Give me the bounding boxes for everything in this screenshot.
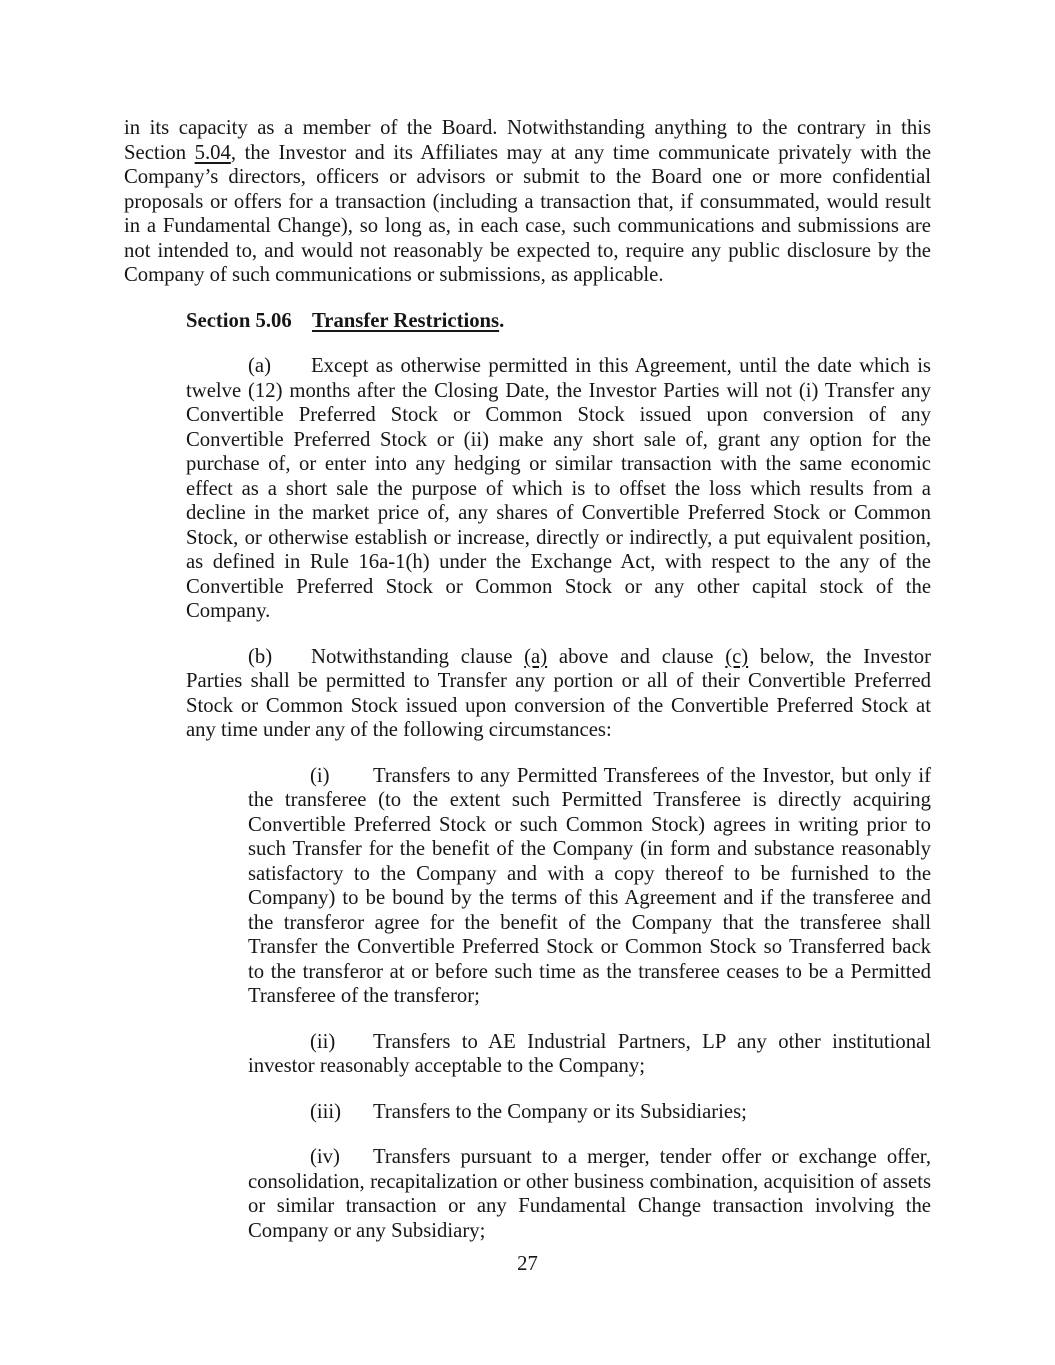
clause-a-text: Except as otherwise permitted in this Agreement, until the date which is twelve (12) months after the Closing Date, the Investor Parties will not (i) Transfer any Convertible Preferred Stock or Common Stock issued upon conversion of any Convertible Preferred Stock or (ii) make any short sale of, grant any option for the purchase of, or enter into any hedging or similar transaction with the same economic effect as a short sale the purpose of which is to offset the loss which results from a decline in the market price of, any shares of Convertible Preferred Stock or Common Stock, or otherwise establish or increase, directly or indirectly, a put equivalent position, as defined in Rule 16a-1(h) under the Exchange Act, with respect to the any of the Convertible Preferred Stock or Common Stock or any other capital stock of the Company.	[186, 355, 931, 622]
subclause-iii-enum: (iii)	[310, 1100, 342, 1123]
clause-a-enum: (a)	[248, 355, 271, 377]
intro-paragraph-text-pre: in its capacity as a member of the Board. Notwithstanding anything to the contrary in this Section	[124, 117, 931, 164]
subclause-i-enum: (i)	[310, 764, 330, 787]
clause-b-text-pre: Notwithstanding clause	[311, 645, 525, 668]
subclause-iii	[248, 1100, 931, 1125]
subclause-i	[248, 764, 931, 1009]
subclause-iv	[248, 1145, 931, 1243]
subclause-i-text: Transfers to any Permitted Transferees of the Investor, but only if the transferee (to the extent such Permitted Transferee is directly acquiring Convertible Preferred Stock or such Common Stock) agrees in writing prior to such Transfer for the benefit of the Company (in form and substance reasonably satisfactory to the Company and with a copy thereof to be furnished to the Company) to be bound by the terms of this Agreement and if the transferee and the transferor agree for the benefit of the Company that the transferee shall Transfer the Convertible Preferred Stock or Common Stock so Transferred back to the transferor at or before such time as the transferee ceases to be a Permitted Transferee of the transferor;	[248, 764, 931, 1007]
clause-b-text-mid: above and clause	[547, 645, 726, 668]
section-title: Transfer Restrictions	[312, 309, 500, 332]
section-ref-5-04: 5.04	[194, 141, 231, 164]
clause-b	[186, 645, 931, 743]
clause-b-enum: (b)	[248, 645, 273, 668]
section-heading	[186, 309, 931, 334]
subclause-ii-enum: (ii)	[310, 1030, 336, 1053]
document-body	[124, 116, 931, 1264]
clause-b-text-post: below, the Investor Parties shall be permitted to Transfer any portion or all of their Convertible Preferred Stock or Common Stock issued upon conversion of the Convertible Preferred Stock at any time under any of the following circumstances:	[186, 645, 931, 741]
clause-a	[186, 354, 931, 624]
subclause-iii-text: Transfers to the Company or its Subsidiaries;	[373, 1100, 747, 1123]
intro-paragraph	[124, 116, 931, 288]
clause-ref-c: (c)	[725, 645, 749, 668]
section-number: Section 5.06	[186, 309, 292, 332]
clause-ref-a: (a)	[524, 645, 548, 668]
subclause-ii-text: Transfers to AE Industrial Partners, LP any other institutional investor reasonably acceptable to the Company;	[248, 1030, 931, 1077]
subclause-iv-enum: (iv)	[310, 1146, 340, 1168]
page-number: 27	[517, 1253, 538, 1275]
subclause-iv-text: Transfers pursuant to a merger, tender offer or exchange offer, consolidation, recapitalization or other business combination, acquisition of assets or similar transaction or any Fundamental Change transaction involving the Company or any Subsidiary;	[248, 1146, 931, 1242]
subclause-ii	[248, 1030, 931, 1079]
section-heading-period: .	[499, 309, 505, 332]
intro-paragraph-text-post: , the Investor and its Affiliates may at any time communicate privately with the Company’s directors, officers or advisors or submit to the Board one or more confidential proposals or offers for a transaction (including a transaction that, if consummated, would result in a Fundamental Change), so long as, in each case, such communications and submissions are not intended to, and would not reasonably be expected to, require any public disclosure by the Company of such communications or submissions, as applicable.	[124, 141, 931, 286]
